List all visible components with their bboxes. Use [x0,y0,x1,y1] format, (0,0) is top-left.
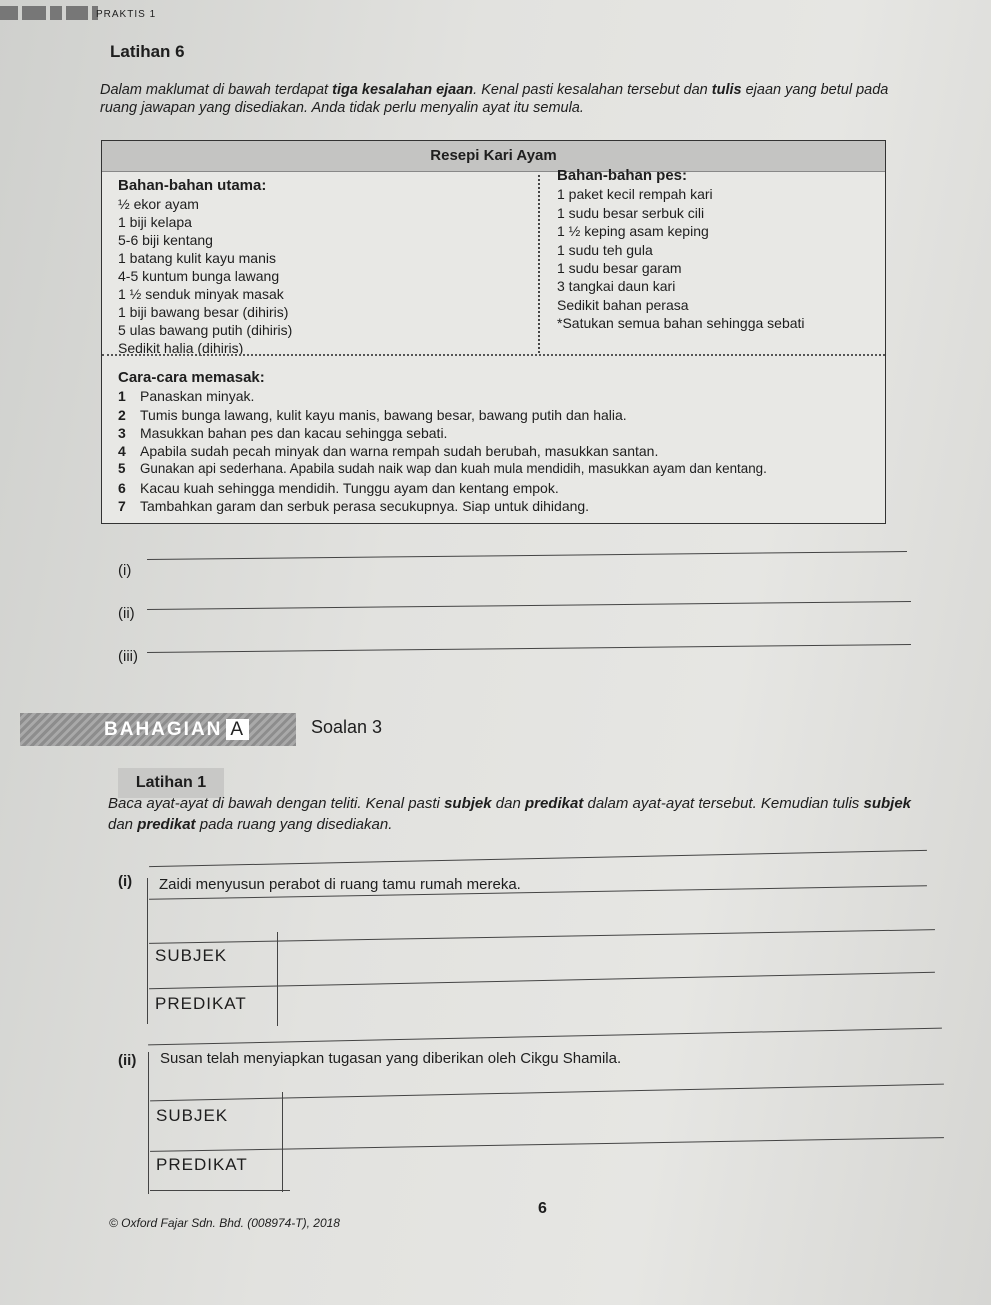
divider [150,1190,290,1191]
ingredient-item: 1 sudu teh gula [557,241,653,258]
cooking-steps-heading: Cara-cara memasak: [118,369,265,386]
step-text: Tambahkan garam dan serbuk perasa secukupnya. Siap untuk dihidang. [140,498,590,515]
section-divider [102,354,885,356]
main-ingredients-heading: Bahan-bahan utama: [118,177,267,194]
divider [149,850,927,867]
instruction-emphasis: subjek [863,795,912,812]
step-number: 4 [118,443,126,460]
header-bar-block [22,6,46,20]
exercise-instruction [100,81,890,117]
ingredient-item: 5-6 biji kentang [118,232,213,248]
ingredient-item: 5 ulas bawang putih (dihiris) [118,322,293,338]
ingredient-item: 4-5 kuntum bunga lawang [118,268,280,284]
instruction-emphasis: predikat [524,795,584,812]
instruction-text: dan [108,816,138,833]
predikat-answer-i[interactable] [281,988,921,1018]
question-box-ii [148,1020,943,1196]
exercise-title: Latihan 1 [118,768,224,798]
subjek-answer-ii[interactable] [286,1102,936,1134]
header-bar-block [50,6,62,20]
ingredient-item: Sedikit halia (dihiris) [118,340,244,356]
step-item [118,497,767,515]
running-title: PRAKTIS 1 [96,9,157,20]
answer-label-iii: (iii) [118,648,138,665]
answer-line-iii[interactable] [147,644,911,653]
section-banner-text: BAHAGIAN [104,719,223,740]
instruction-emphasis: tulis [711,82,742,98]
ingredient-item: 1 paket kecil rempah kari [557,186,713,203]
section-letter: A [226,719,249,740]
ingredient-item: 1 ½ keping asam keping [557,223,709,240]
ingredient-item: 1 sudu besar garam [557,260,682,277]
step-item [118,387,767,405]
predikat-answer-ii[interactable] [286,1152,936,1184]
instruction-text: dalam ayat-ayat tersebut. Kemudian tulis [583,795,864,812]
predikat-label-i: PREDIKAT [155,994,247,1013]
answer-line-ii[interactable] [147,601,911,610]
step-text: Gunakan api sederhana. Apabila sudah naik wap dan kuah mula mendidih, masukkan ayam dan kentang. [140,461,767,477]
ingredient-item: Sedikit bahan perasa [557,296,689,313]
section-banner [20,713,296,746]
header-decoration [0,6,98,20]
main-ingredients [118,177,292,357]
instruction-emphasis: subjek [444,795,492,812]
question-sentence-ii: Susan telah menyiapkan tugasan yang diberikan oleh Cikgu Shamila. [160,1050,622,1067]
header-bar-block [66,6,88,20]
exercise-title: Latihan 6 [110,42,185,61]
divider [282,1092,283,1192]
ingredient-item: ½ ekor ayam [118,196,199,212]
subjek-answer-i[interactable] [281,942,921,972]
answer-label-ii: (ii) [118,605,135,622]
question-number-ii: (ii) [118,1052,137,1069]
divider [148,1052,149,1194]
step-number: 3 [118,424,126,441]
page-number: 6 [538,1200,547,1217]
predikat-label-ii: PREDIKAT [156,1155,248,1174]
paste-ingredients-heading: Bahan-bahan pes: [557,167,688,184]
divider [150,1084,944,1102]
instruction-text: dan [491,795,525,812]
instruction-text: . Kenal pasti kesalahan tersebut dan [473,82,712,98]
divider [149,972,935,989]
divider [148,1028,942,1046]
ingredient-item: 1 batang kulit kayu manis [118,250,276,266]
step-item [118,460,767,478]
question-sentence-i: Zaidi menyusun perabot di ruang tamu rumah mereka. [159,876,521,893]
subjek-label-i: SUBJEK [155,946,228,965]
step-item [118,479,767,497]
question-number-i: (i) [118,873,133,890]
instruction-text: Dalam maklumat di bawah terdapat [100,82,333,98]
step-text: Apabila sudah pecah minyak dan warna rempah sudah berubah, masukkan santan. [140,443,659,460]
ingredient-item: 1 biji kelapa [118,214,192,230]
instruction-text: Baca ayat-ayat di bawah dengan teliti. Kenal pasti [108,795,445,812]
step-text: Kacau kuah sehingga mendidih. Tunggu ayam dan kentang empok. [140,479,559,496]
divider [277,932,278,1026]
step-text: Panaskan minyak. [140,388,255,405]
ingredient-item: *Satukan semua bahan sehingga sebati [557,315,805,332]
ingredient-item: 1 sudu besar serbuk cili [557,204,705,221]
recipe-title: Resepi Kari Ayam [102,141,885,172]
step-text: Masukkan bahan pes dan kacau sehingga sebati. [140,424,448,441]
answer-line-i[interactable] [147,551,907,560]
ingredient-item: 1 ½ senduk minyak masak [118,286,284,302]
step-number: 5 [118,461,126,477]
answer-label-i: (i) [118,562,132,579]
instruction-text: pada ruang yang disediakan. [195,816,393,833]
step-number: 7 [118,498,126,515]
divider [147,878,148,1024]
step-number: 1 [118,388,126,405]
header-bar-block [0,6,18,20]
question-box-i [147,858,929,1026]
column-divider [538,175,540,353]
copyright-notice: © Oxford Fajar Sdn. Bhd. (008974-T), 2018 [109,1216,340,1230]
step-item [118,442,767,460]
recipe-box [101,140,886,524]
ingredient-item: 1 biji bawang besar (dihiris) [118,304,289,320]
paste-ingredients [557,167,805,333]
instruction-emphasis: predikat [137,816,196,833]
step-number: 6 [118,479,126,496]
instruction-text: ejaan yang betul pada ruang jawapan yang disediakan. Anda tidak perlu menyalin ayat itu semula. [100,82,889,116]
ingredient-item: 3 tangkai daun kari [557,278,676,295]
instruction-emphasis: tiga kesalahan ejaan [332,82,474,98]
step-item [118,424,767,442]
question-title: Soalan 3 [311,717,383,737]
step-text: Tumis bunga lawang, kulit kayu manis, bawang besar, bawang putih dan halia. [140,406,627,423]
step-number: 2 [118,406,126,423]
subjek-label-ii: SUBJEK [156,1106,229,1125]
divider [150,1137,944,1152]
step-item [118,406,767,424]
cooking-steps [118,369,767,515]
exercise-instruction [108,793,928,835]
